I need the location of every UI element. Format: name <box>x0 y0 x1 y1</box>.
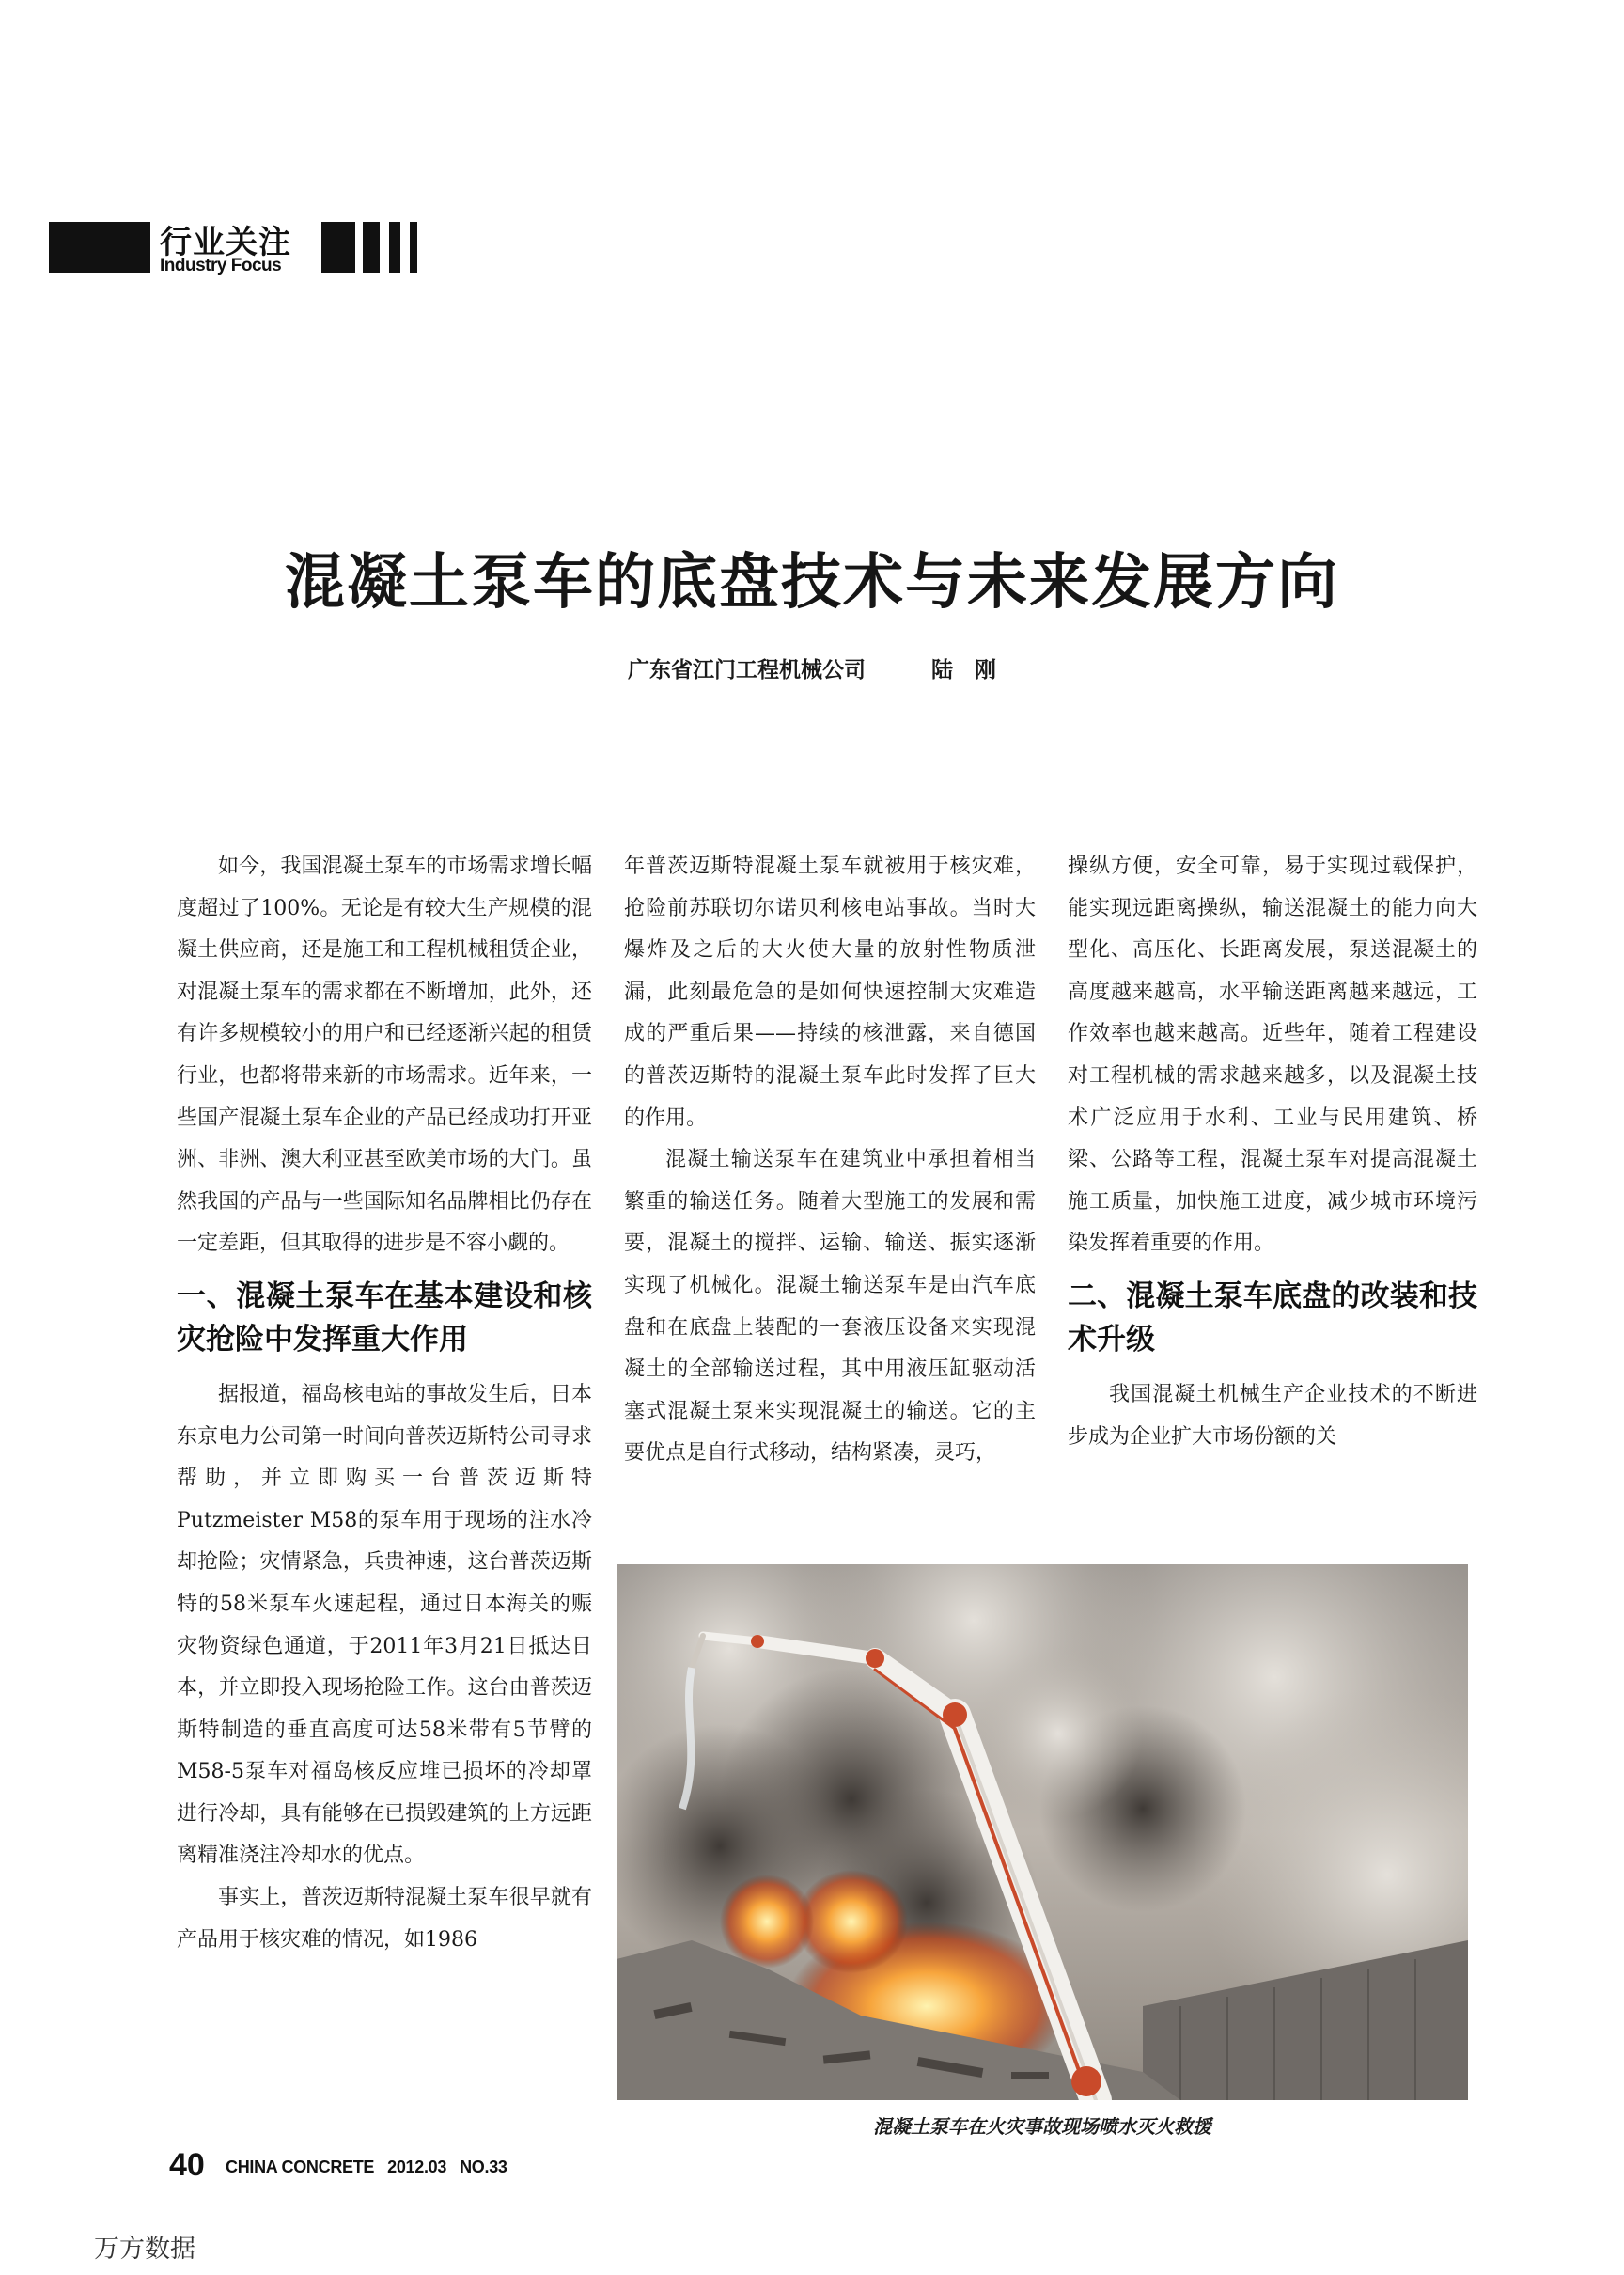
text-column-2 <box>624 846 1036 1475</box>
section-bar <box>363 222 380 273</box>
paragraph: 混凝土输送泵车在建筑业中承担着相当繁重的输送任务。随着大型施工的发展和需要，混凝土的搅拌、运输、输送、振实逐渐实现了机械化。混凝土输送泵车是由汽车底盘和在底盘上装配的一套液压设备来实现混凝土的全部输送过程，其中用液压缸驱动活塞式混凝土泵来实现混凝土的输送。它的主要优点是自行式移动，结构紧凑，灵巧， <box>624 1148 1036 1466</box>
paragraph: 据报道，福岛核电站的事故发生后，日本东京电力公司第一时间向普茨迈斯特公司寻求帮助，并立即购买一台普茨迈斯特Putzmeister M58的泵车用于现场的注水冷却抢险；灾情紧急，兵贵神速，这台普茨迈斯特的58米泵车火速起程，通过日本海关的赈灾物资绿色通道，于2011年3月21日抵达日本，并立即投入现场抢险工作。这台由普茨迈斯特制造的垂直高度可达58米带有5节臂的M58-5泵车对福岛核反应堆已损坏的冷却罩进行冷却，具有能够在已损毁建筑的上方远距离精准浇注冷却水的优点。 <box>177 1382 592 1868</box>
text-column-1 <box>177 846 592 1961</box>
section-header-block <box>49 222 150 273</box>
paragraph: 年普茨迈斯特混凝土泵车就被用于核灾难，抢险前苏联切尔诺贝利核电站事故。当时大爆炸及之后的大火使大量的放射性物质泄漏，此刻最危急的是如何快速控制大灾难造成的严重后果——持续的核泄露，来自德国的普茨迈斯特的混凝土泵车此时发挥了巨大的作用。 <box>624 855 1036 1130</box>
author-organization: 广东省江门工程机械公司 <box>628 658 866 682</box>
author-name: 陆 刚 <box>931 658 996 682</box>
fire-rescue-photo <box>617 1564 1468 2100</box>
byline <box>0 652 1624 683</box>
section-bar <box>410 222 417 273</box>
paragraph: 操纵方便，安全可靠，易于实现过载保护，能实现远距离操纵，输送混凝土的能力向大型化、高压化、长距离发展，泵送混凝土的高度越来越高，水平输送距离越来越远，工作效率也越来越高。近些年，随着工程建设对工程机械的需求越来越多，以及混凝土技术广泛应用于水利、工业与民用建筑、桥梁、公路等工程，混凝土泵车对提高混凝土施工质量，加快施工进度，减少城市环境污染发挥着重要的作用。 <box>1068 855 1477 1256</box>
section-heading-1: 一、混凝土泵车在基本建设和核灾抢险中发挥重大作用 <box>177 1279 592 1357</box>
journal-number: NO.33 <box>460 2157 508 2176</box>
watermark: 万方数据 <box>94 2235 195 2264</box>
photo-caption: 混凝土泵车在火灾事故现场喷水灭火救援 <box>873 2115 1211 2138</box>
journal-name: CHINA CONCRETE <box>226 2157 375 2176</box>
paragraph: 事实上，普茨迈斯特混凝土泵车很早就有产品用于核灾难的情况，如1986 <box>177 1886 592 1952</box>
section-label-zh: 行业关注 <box>160 224 291 261</box>
paragraph: 如今，我国混凝土泵车的市场需求增长幅度超过了100%。无论是有较大生产规模的混凝土供应商，还是施工和工程机械租赁企业，对混凝土泵车的需求都在不断增加，此外，还有许多规模较小的用户和已经逐渐兴起的租赁行业，也都将带来新的市场需求。近年来，一些国产混凝土泵车企业的产品已经成功打开亚洲、非洲、澳大利亚甚至欧美市场的大门。虽然我国的产品与一些国际知名品牌相比仍存在一定差距，但其取得的进步是不容小觑的。 <box>177 855 592 1256</box>
text-column-3 <box>1068 846 1477 1458</box>
page-number: 40 <box>169 2147 205 2183</box>
journal-info <box>226 2157 521 2177</box>
section-label-en: Industry Focus <box>160 256 282 275</box>
section-bar <box>321 222 355 273</box>
journal-issue: 2012.03 <box>387 2157 447 2176</box>
paragraph: 我国混凝土机械生产企业技术的不断进步成为企业扩大市场份额的关 <box>1068 1382 1477 1449</box>
section-heading-2: 二、混凝土泵车底盘的改装和技术升级 <box>1068 1279 1477 1357</box>
section-bar <box>389 222 400 273</box>
article-title: 混凝土泵车的底盘技术与未来发展方向 <box>285 548 1339 618</box>
